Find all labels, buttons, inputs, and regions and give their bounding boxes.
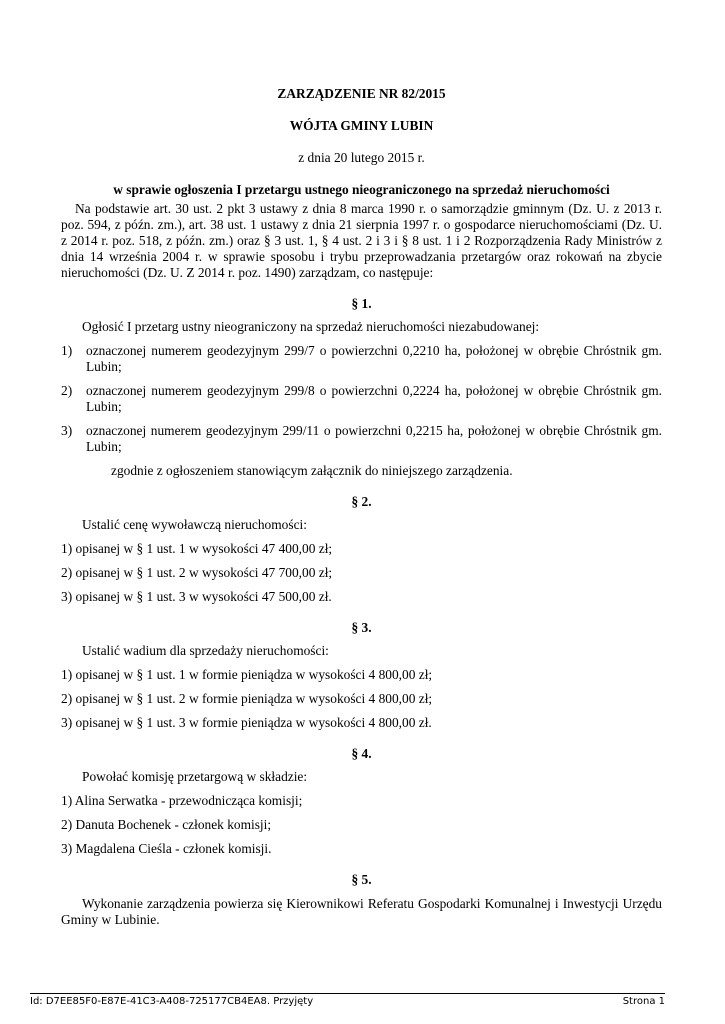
list-item-number: 1) <box>61 343 73 358</box>
list-item <box>61 423 662 455</box>
document-title: ZARZĄDZENIE NR 82/2015 <box>277 86 446 101</box>
list-item-number: 3) <box>61 423 73 438</box>
list-item: 2) opisanej w § 1 ust. 2 w formie pieniądza w wysokości 4 800,00 zł; <box>61 691 433 706</box>
section-heading: § 5. <box>351 872 372 887</box>
list-item: 3) opisanej w § 1 ust. 3 w formie pieniądza w wysokości 4 800,00 zł. <box>61 715 432 730</box>
list-item: 2) opisanej w § 1 ust. 2 w wysokości 47 700,00 zł; <box>61 565 333 580</box>
page-number: Strona 1 <box>622 996 665 1007</box>
list-item-text: oznaczonej numerem geodezyjnym 299/7 o powierzchni 0,2210 ha, położonej w obrębie Chróstnik gm. Lubin; <box>86 343 662 374</box>
section-heading: § 1. <box>351 296 372 311</box>
list-item-text: oznaczonej numerem geodezyjnym 299/8 o powierzchni 0,2224 ha, położonej w obrębie Chróstnik gm. Lubin; <box>86 383 662 414</box>
document-subject: w sprawie ogłoszenia I przetargu ustnego nieograniczonego na sprzedaż nieruchomości <box>113 182 610 197</box>
list-item-text: oznaczonej numerem geodezyjnym 299/11 o powierzchni 0,2215 ha, położonej w obrębie Chróstnik gm. Lubin; <box>86 423 662 454</box>
list-item: 3) Magdalena Cieśla - członek komisji. <box>61 841 272 856</box>
page-footer <box>30 993 665 1007</box>
list-item: 1) Alina Serwatka - przewodnicząca komisji; <box>61 793 303 808</box>
list-item-number: 2) <box>61 383 73 398</box>
document-id: Id: D7EE85F0-E87E-41C3-A408-725177CB4EA8. Przyjęty <box>30 996 314 1007</box>
section-lead: Ustalić cenę wywoławczą nieruchomości: <box>82 517 307 532</box>
list-item: 1) opisanej w § 1 ust. 1 w formie pieniądza w wysokości 4 800,00 zł; <box>61 667 433 682</box>
document-authority: WÓJTA GMINY LUBIN <box>289 118 434 133</box>
section-tail: zgodnie z ogłoszeniem stanowiącym załącznik do niniejszego zarządzenia. <box>111 463 513 478</box>
list-item: 3) opisanej w § 1 ust. 3 w wysokości 47 500,00 zł. <box>61 589 332 604</box>
list-item: 2) Danuta Bochenek - członek komisji; <box>61 817 272 832</box>
section-lead: Ustalić wadium dla sprzedaży nieruchomości: <box>82 643 329 658</box>
list-item <box>61 343 662 375</box>
section-heading: § 2. <box>351 494 372 509</box>
list-item: 1) opisanej w § 1 ust. 1 w wysokości 47 400,00 zł; <box>61 541 333 556</box>
legal-basis-paragraph: Na podstawie art. 30 ust. 2 pkt 3 ustawy z dnia 8 marca 1990 r. o samorządzie gminnym (Dz. U. z 2013 r. poz. 594, z późn. zm.), art. 38 ust. 1 ustawy z dnia 21 sierpnia 1997 r. o gospodarce nieruchomościami (Dz. U. z 2014 r. poz. 518, z późn. zm.) oraz § 3 ust. 1, § 4 ust. 2 i 3 i § 8 ust. 1 i 2 Rozporządzenia Rady Ministrów z dnia 14 września 2004 r. w sprawie sposobu i trybu przeprowadzania przetargów oraz rokowań na zbycie nieruchomości (Dz. U. Z 2014 r. poz. 1490) zarządzam, co następuje: <box>61 201 662 280</box>
list-item <box>61 383 662 415</box>
section-lead: Powołać komisję przetargową w składzie: <box>82 769 308 784</box>
document-date: z dnia 20 lutego 2015 r. <box>298 150 425 165</box>
section-text: Wykonanie zarządzenia powierza się Kierownikowi Referatu Gospodarki Komunalnej i Inwestycji Urzędu Gminy w Lubinie. <box>61 896 662 927</box>
document-body <box>61 86 662 928</box>
section-lead: Ogłosić I przetarg ustny nieograniczony na sprzedaż nieruchomości niezabudowanej: <box>82 319 540 334</box>
section-heading: § 4. <box>351 746 372 761</box>
section-heading: § 3. <box>351 620 372 635</box>
